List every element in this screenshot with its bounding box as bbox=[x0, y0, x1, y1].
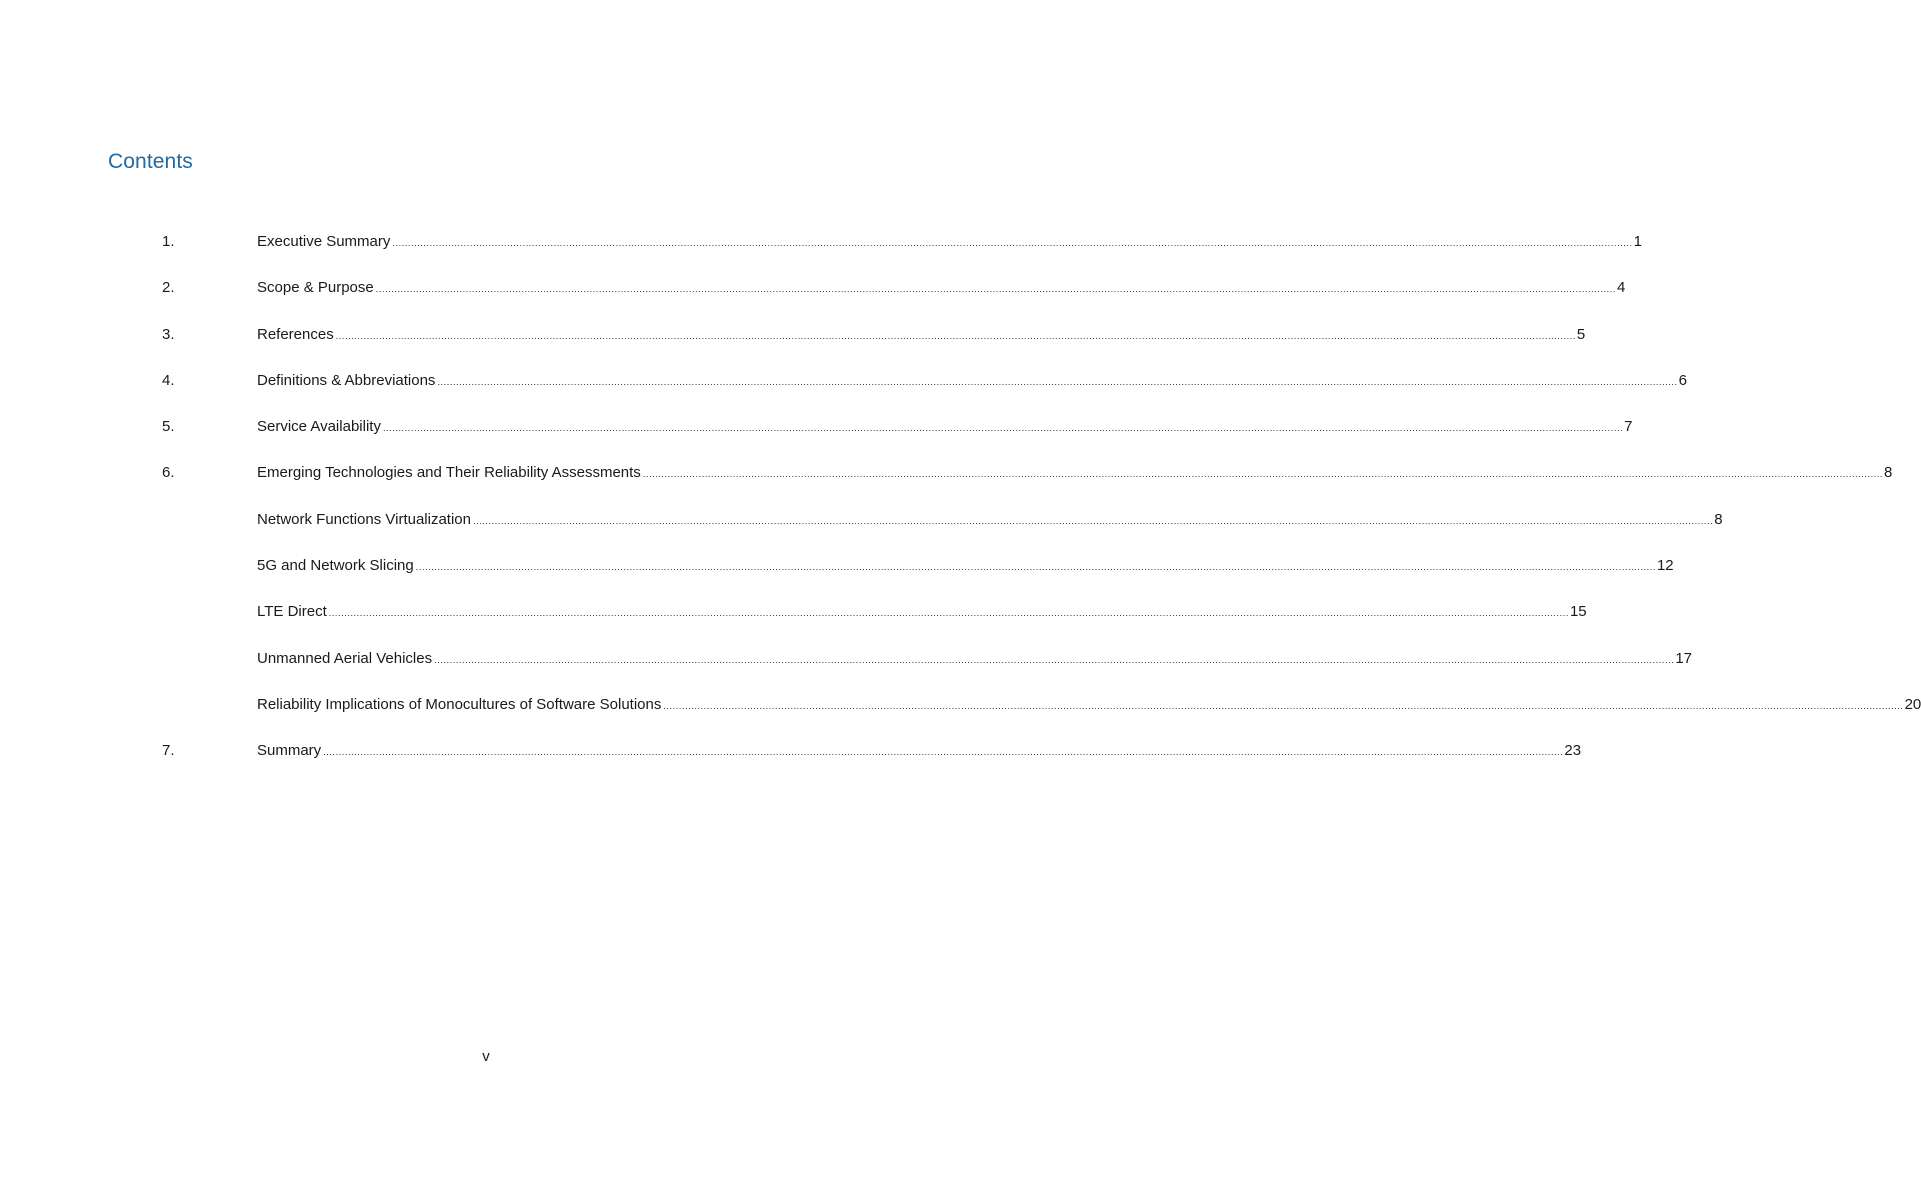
toc-row bbox=[162, 461, 1893, 507]
toc-page-number: 6 bbox=[1678, 371, 1687, 389]
toc-entry-link[interactable] bbox=[257, 600, 1587, 625]
toc-leader-dots: ................................................................................................................................................................................................................................................................................................................................................................................................................ bbox=[335, 330, 1576, 341]
toc-page-number: 17 bbox=[1675, 649, 1692, 667]
toc-entry-link[interactable] bbox=[257, 415, 1633, 440]
toc-page-number: 1 bbox=[1633, 233, 1642, 250]
toc-entry-link[interactable] bbox=[257, 508, 1723, 533]
toc-row bbox=[162, 369, 1687, 415]
page-number: v bbox=[482, 1048, 490, 1065]
toc-row bbox=[162, 323, 1586, 369]
toc-leader-dots: ................................................................................................................................................................................................................................................................................................................................................................................................................ bbox=[437, 376, 1678, 387]
toc-entry-link[interactable] bbox=[257, 369, 1687, 394]
toc-label: Scope & Purpose bbox=[257, 279, 374, 297]
toc-entry-link[interactable] bbox=[257, 554, 1674, 579]
toc-number: 3. bbox=[162, 325, 175, 343]
toc-entry-link[interactable] bbox=[257, 647, 1692, 672]
toc-leader-dots: ................................................................................................................................................................................................................................................................................................................................................................................................................ bbox=[642, 469, 1884, 480]
toc-leader-dots: ................................................................................................................................................................................................................................................................................................................................................................................................................ bbox=[392, 238, 1633, 248]
toc-label: 5G and Network Slicing bbox=[257, 557, 414, 575]
table-of-contents bbox=[162, 230, 1921, 786]
toc-label: References bbox=[257, 325, 334, 343]
toc-entry-link[interactable] bbox=[257, 693, 1921, 718]
toc-page-number: 4 bbox=[1616, 279, 1626, 297]
toc-label: Definitions & Abbreviations bbox=[257, 371, 436, 389]
toc-row bbox=[162, 415, 1633, 461]
toc-number: 5. bbox=[162, 418, 175, 436]
toc-page-number: 5 bbox=[1576, 325, 1586, 343]
toc-label: Service Availability bbox=[257, 418, 381, 436]
toc-page-number: 23 bbox=[1564, 742, 1582, 760]
toc-label: Summary bbox=[257, 742, 322, 760]
toc-row bbox=[162, 647, 1692, 693]
toc-page-number: 7 bbox=[1624, 418, 1633, 436]
toc-leader-dots: ................................................................................................................................................................................................................................................................................................................................................................................................................ bbox=[375, 284, 1616, 295]
toc-row bbox=[162, 230, 1642, 276]
toc-entry-link[interactable] bbox=[257, 739, 1582, 764]
toc-entry-link[interactable] bbox=[257, 230, 1642, 255]
toc-row bbox=[162, 600, 1587, 646]
toc-row bbox=[162, 554, 1674, 600]
toc-leader-dots: ................................................................................................................................................................................................................................................................................................................................................................................................................ bbox=[328, 608, 1569, 619]
toc-leader-dots: ................................................................................................................................................................................................................................................................................................................................................................................................................ bbox=[323, 747, 1564, 758]
toc-row bbox=[162, 508, 1723, 554]
toc-number: 4. bbox=[162, 371, 175, 389]
toc-number: 2. bbox=[162, 279, 175, 297]
toc-entry-link[interactable] bbox=[257, 276, 1626, 301]
toc-page-number: 8 bbox=[1884, 464, 1893, 482]
toc-number: 7. bbox=[162, 742, 175, 760]
toc-page-number: 8 bbox=[1714, 510, 1723, 528]
toc-row bbox=[162, 693, 1921, 739]
toc-leader-dots: ................................................................................................................................................................................................................................................................................................................................................................................................................ bbox=[382, 423, 1624, 434]
toc-entry-link[interactable] bbox=[257, 461, 1893, 486]
toc-page-number: 20 bbox=[1904, 695, 1921, 713]
toc-label: Executive Summary bbox=[257, 233, 391, 250]
toc-page-number: 15 bbox=[1569, 603, 1587, 621]
toc-label: Unmanned Aerial Vehicles bbox=[257, 649, 433, 667]
toc-row bbox=[162, 739, 1582, 785]
toc-label: Network Functions Virtualization bbox=[257, 510, 471, 528]
toc-leader-dots: ................................................................................................................................................................................................................................................................................................................................................................................................................ bbox=[415, 562, 1656, 573]
toc-label: Reliability Implications of Monocultures of Software Solutions bbox=[257, 695, 662, 713]
toc-leader-dots: ................................................................................................................................................................................................................................................................................................................................................................................................................ bbox=[472, 515, 1714, 526]
toc-number: 6. bbox=[162, 464, 175, 482]
toc-row bbox=[162, 276, 1626, 322]
toc-number: 1. bbox=[162, 233, 175, 250]
toc-leader-dots: ................................................................................................................................................................................................................................................................................................................................................................................................................ bbox=[663, 700, 1904, 711]
toc-label: LTE Direct bbox=[257, 603, 327, 621]
page-title: Contents bbox=[108, 150, 193, 173]
toc-entry-link[interactable] bbox=[257, 323, 1586, 348]
toc-page-number: 12 bbox=[1656, 557, 1674, 575]
toc-leader-dots: ................................................................................................................................................................................................................................................................................................................................................................................................................ bbox=[434, 654, 1675, 665]
toc-label: Emerging Technologies and Their Reliability Assessments bbox=[257, 464, 641, 482]
